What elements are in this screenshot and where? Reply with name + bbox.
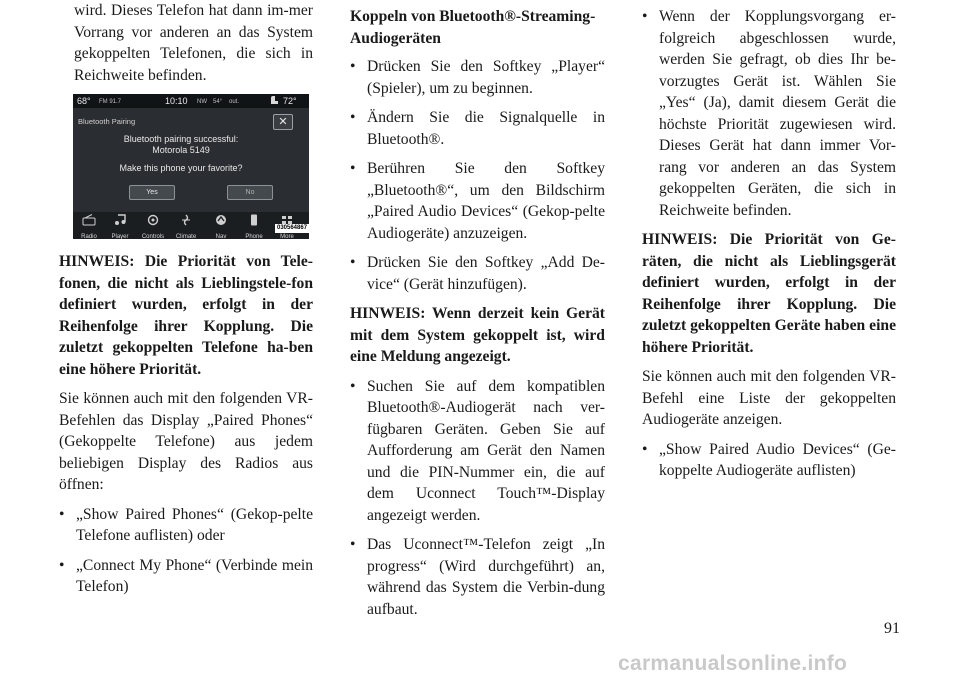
nav-label-radio: Radio bbox=[81, 234, 97, 239]
list-item: • Drücken Sie den Softkey „Add De-vice“ (Gerät hinzufügen). bbox=[350, 252, 605, 295]
list-item: • Wenn der Kopplungsvorgang er-folgreich abgeschlossen wurde, werden Sie gefragt, ob dies Ihr be-vorzugtes Gerät ist. Wählen Sie „Yes“ (Ja), damit diesem Gerät die höchste Priorität zugewiesen wird. Dieses Gerät hat dann immer Vor-rang vor anderen an das System gekoppelten Geräten, die sich in Reichweite befinden. bbox=[642, 6, 896, 221]
image-code: 030564867 bbox=[277, 225, 308, 231]
pairing-success-message: Bluetooth pairing successful: bbox=[123, 134, 239, 144]
vr-command-list bbox=[642, 439, 896, 482]
watermark: carmanualsonline.info bbox=[618, 652, 848, 675]
nav-label-climate: Climate bbox=[175, 234, 197, 239]
status-temp-right: 72° bbox=[283, 96, 297, 106]
nav-item-controls[interactable] bbox=[139, 214, 167, 239]
nav-item-player[interactable] bbox=[106, 214, 134, 239]
yes-button[interactable]: Yes bbox=[129, 185, 175, 200]
note-device-priority: HINWEIS: Die Priorität von Ge-räten, die nicht als Lieblingsgerät definiert wurden, erfolgt in der Reihenfolge ihrer Kopplung. Die zuletzt gekoppelten Geräte haben eine höhere Priorität. bbox=[642, 231, 896, 356]
column-middle bbox=[350, 6, 605, 628]
section-heading: Koppeln von Bluetooth®-Streaming-Audiogeräten bbox=[350, 8, 596, 47]
controls-icon bbox=[146, 214, 160, 226]
pairing-complete-list bbox=[642, 6, 896, 221]
status-outside-temp: 54° bbox=[213, 99, 223, 105]
nav-item-climate[interactable] bbox=[172, 214, 200, 239]
note-no-device: HINWEIS: Wenn derzeit kein Gerät mit dem System gekoppelt ist, wird eine Meldung angezeigt. bbox=[350, 305, 605, 365]
continued-paragraph: wird. Dieses Telefon hat dann im-mer Vorrang vor anderen an das System gekoppelten Telefonen, die sich in Reichweite befinden. bbox=[74, 2, 313, 84]
status-temp-left: 68° bbox=[77, 96, 91, 106]
nav-label-player: Player bbox=[111, 234, 129, 239]
column-left bbox=[59, 2, 313, 606]
no-button[interactable]: No bbox=[227, 185, 273, 200]
player-icon bbox=[113, 214, 127, 226]
nav-item-phone[interactable] bbox=[240, 214, 268, 239]
list-item: • „Connect My Phone“ (Verbinde mein Telefon) bbox=[59, 555, 313, 598]
nav-label-more: More bbox=[280, 234, 294, 239]
nav-item-nav[interactable] bbox=[207, 214, 235, 239]
list-item: • Ändern Sie die Signalquelle in Bluetooth®. bbox=[350, 107, 605, 150]
column-right bbox=[642, 6, 896, 490]
list-item: • Das Uconnect™-Telefon zeigt „In progress“ (Wird durchgeführt) an, während das System die Verbin-dung aufbaut. bbox=[350, 534, 605, 620]
status-bar bbox=[73, 94, 309, 108]
vr-commands-paragraph: Sie können auch mit den folgenden VR-Befehlen das Display „Paired Phones“ (Gekoppelte Telefone) aus jedem beliebigen Display des Radios aus öffnen: bbox=[59, 390, 313, 493]
pairing-dialog bbox=[81, 124, 281, 206]
bluetooth-pairing-screenshot bbox=[73, 94, 309, 239]
nav-icon bbox=[214, 214, 228, 226]
status-outside-label: out. bbox=[229, 99, 240, 105]
status-heading: NW bbox=[197, 99, 207, 105]
nav-label-nav: Nav bbox=[215, 234, 227, 239]
device-name: Motorola 5149 bbox=[152, 145, 210, 155]
panel-title: Bluetooth Pairing bbox=[78, 117, 136, 126]
pairing-steps-list bbox=[350, 56, 605, 295]
bottom-nav-bar bbox=[73, 212, 309, 239]
list-item: • „Show Paired Phones“ (Gekop-pelte Telefone auflisten) oder bbox=[59, 504, 313, 547]
status-time: 10:10 bbox=[165, 96, 188, 106]
pairing-steps-list-2 bbox=[350, 376, 605, 621]
favorite-question: Make this phone your favorite? bbox=[119, 163, 243, 173]
close-icon[interactable]: ✕ bbox=[273, 114, 293, 130]
note-phone-priority: HINWEIS: Die Priorität von Tele-fonen, die nicht als Lieblingstele-fon definiert wurden, erfolgt in der Reihenfolge ihrer Kopplung. Die zuletzt gekoppelten Telefone ha-ben eine höhere Priorität. bbox=[59, 253, 313, 378]
list-item: • „Show Paired Audio Devices“ (Ge-koppelte Audiogeräte auflisten) bbox=[642, 439, 896, 482]
nav-item-radio[interactable] bbox=[75, 214, 103, 239]
vr-command-paragraph: Sie können auch mit den folgenden VR-Befehl eine Liste der gekoppelten Audiogeräte anzeigen. bbox=[642, 368, 896, 428]
vr-commands-list bbox=[59, 504, 313, 598]
list-item: • Suchen Sie auf dem kompatiblen Bluetooth®-Audiogerät nach ver-fügbaren Geräten. Geben Sie auf Aufforderung am Gerät den Namen und die PIN-Nummer ein, die auf dem Uconnect Touch™-Display angezeigt werden. bbox=[350, 376, 605, 527]
list-item: • Drücken Sie den Softkey „Player“ (Spieler), um zu beginnen. bbox=[350, 56, 605, 99]
status-radio: FM 91.7 bbox=[99, 99, 122, 105]
phone-icon bbox=[247, 214, 261, 226]
list-item: • Berühren Sie den Softkey „Bluetooth®“, um den Bildschirm „Paired Audio Devices“ (Gekop-pelte Audiogeräte) anzuzeigen. bbox=[350, 158, 605, 244]
nav-label-phone: Phone bbox=[245, 234, 263, 239]
climate-icon bbox=[179, 214, 193, 226]
nav-label-controls: Controls bbox=[141, 234, 165, 239]
page-number: 91 bbox=[884, 620, 900, 637]
radio-icon bbox=[82, 214, 96, 226]
